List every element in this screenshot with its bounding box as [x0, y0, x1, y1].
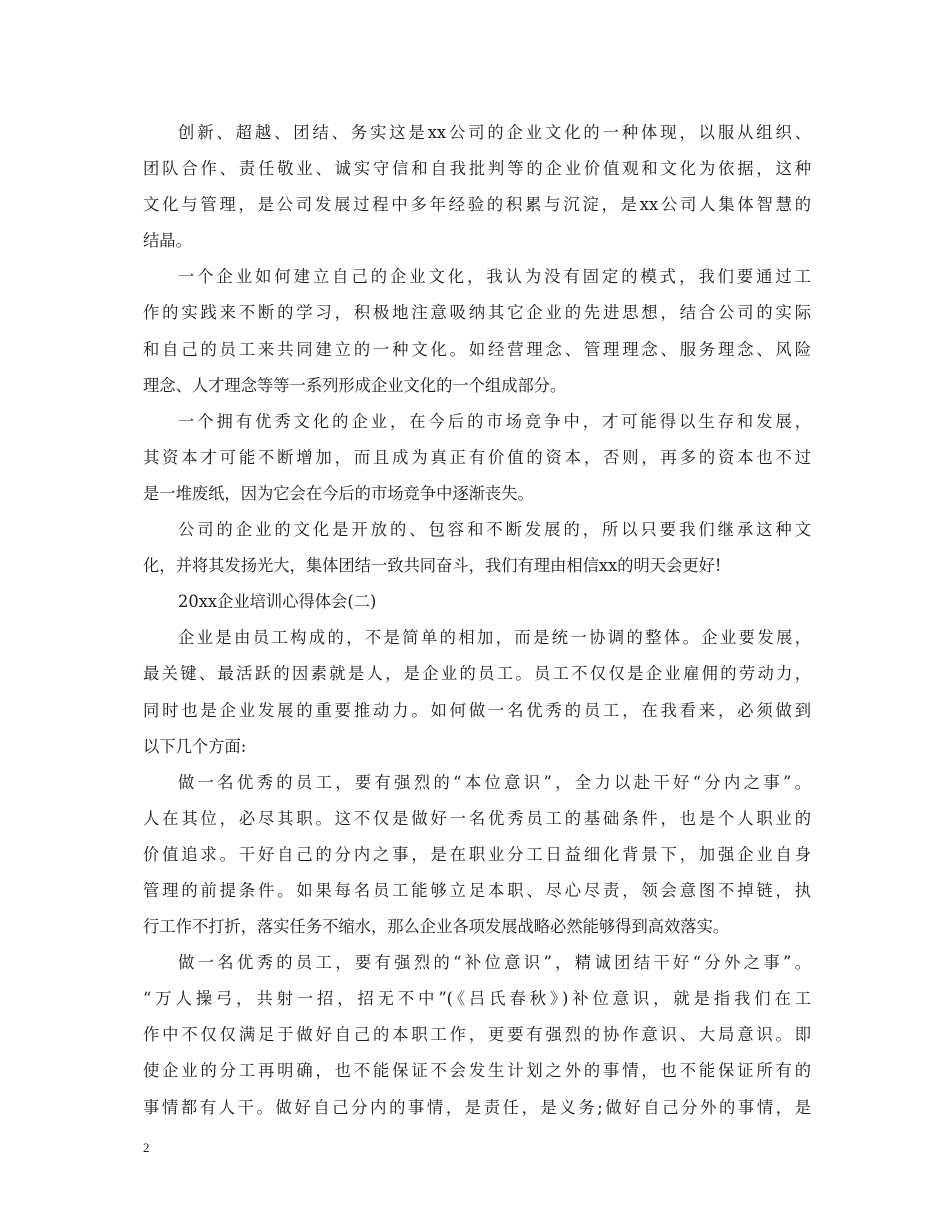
text-line: 企业是由员工构成的，不是简单的相加，而是统一协调的整体。企业要发展， — [178, 628, 811, 648]
paragraph — [143, 404, 811, 512]
paragraph — [143, 115, 811, 259]
text-line: 一个企业如何建立自己的企业文化，我认为没有固定的模式，我们要通过工 — [178, 267, 811, 287]
text-line: 做一名优秀的员工，要有强烈的“本位意识”，全力以赴干好“分内之事”。 — [178, 772, 811, 792]
page-number: 2 — [143, 1140, 150, 1155]
text-line: 做一名优秀的员工，要有强烈的“补位意识”，精诚团结干好“分外之事”。 — [178, 953, 811, 973]
text-line: 和自己的员工来共同建立的一种文化。如经营理念、管理理念、服务理念、风险 — [143, 339, 811, 359]
text-line: 行工作不打折，落实任务不缩水，那么企业各项发展战略必然能够得到高效落实。 — [143, 917, 730, 937]
text-line: 其资本才可能不断增加，而且成为真正有价值的资本，否则，再多的资本也不过 — [143, 447, 811, 467]
text-line: 作的实践来不断的学习，积极地注意吸纳其它企业的先进思想，结合公司的实际 — [143, 303, 811, 323]
text-line: 以下几个方面: — [143, 736, 247, 756]
text-line: 文化与管理，是公司发展过程中多年经验的积累与沉淀，是xx公司人集体智慧的 — [143, 195, 811, 215]
text-line: 作中不仅仅满足于做好自己的本职工作，更要有强烈的协作意识、大局意识。即 — [143, 1025, 811, 1045]
text-line: 化，并将其发扬光大，集体团结一致共同奋斗，我们有理由相信xx的明天会更好! — [143, 556, 722, 576]
text-line: 理念、人才理念等等一系列形成企业文化的一个组成部分。 — [143, 375, 567, 395]
paragraph — [143, 620, 811, 764]
text-line: 管理的前提条件。如果每名员工能够立足本职、尽心尽责，领会意图不掉链，执 — [143, 880, 811, 900]
text-line: 20xx企业培训心得体会(二) — [178, 592, 377, 612]
paragraph — [143, 512, 811, 584]
text-line: 同时也是企业发展的重要推动力。如何做一名优秀的员工，在我看来，必须做到 — [143, 700, 811, 720]
text-line: 创新、超越、团结、务实这是xx公司的企业文化的一种体现，以服从组织、 — [178, 123, 811, 142]
text-line: 事情都有人干。做好自己分内的事情，是责任，是义务;做好自己分外的事情，是 — [143, 1097, 811, 1117]
paragraph — [143, 765, 811, 945]
text-line: 最关键、最活跃的因素就是人，是企业的员工。员工不仅仅是企业雇佣的劳动力， — [143, 664, 811, 684]
text-line: 团队合作、责任敬业、诚实守信和自我批判等的企业价值观和文化为依据，这种 — [143, 159, 811, 179]
text-line: 结晶。 — [143, 231, 192, 251]
text-line: 是一堆废纸，因为它会在今后的市场竞争中逐渐丧失。 — [143, 483, 534, 503]
text-line: 人在其位，必尽其职。这不仅是做好一名优秀员工的基础条件，也是个人职业的 — [143, 808, 811, 828]
document-body — [143, 115, 811, 1126]
text-line: 一个拥有优秀文化的企业，在今后的市场竞争中，才可能得以生存和发展， — [178, 411, 811, 431]
text-line: “万人操弓，共射一招，招无不中”(《吕氏春秋》)补位意识，就是指我们在工 — [143, 989, 811, 1009]
paragraph — [143, 945, 811, 1125]
paragraph — [143, 259, 811, 403]
text-line: 使企业的分工再明确，也不能保证不会发生计划之外的事情，也不能保证所有的 — [143, 1061, 811, 1081]
text-line: 公司的企业的文化是开放的、包容和不断发展的，所以只要我们继承这种文 — [178, 520, 811, 540]
paragraph — [143, 584, 811, 620]
text-line: 价值追求。干好自己的分内之事，是在职业分工日益细化背景下，加强企业自身 — [143, 844, 811, 864]
